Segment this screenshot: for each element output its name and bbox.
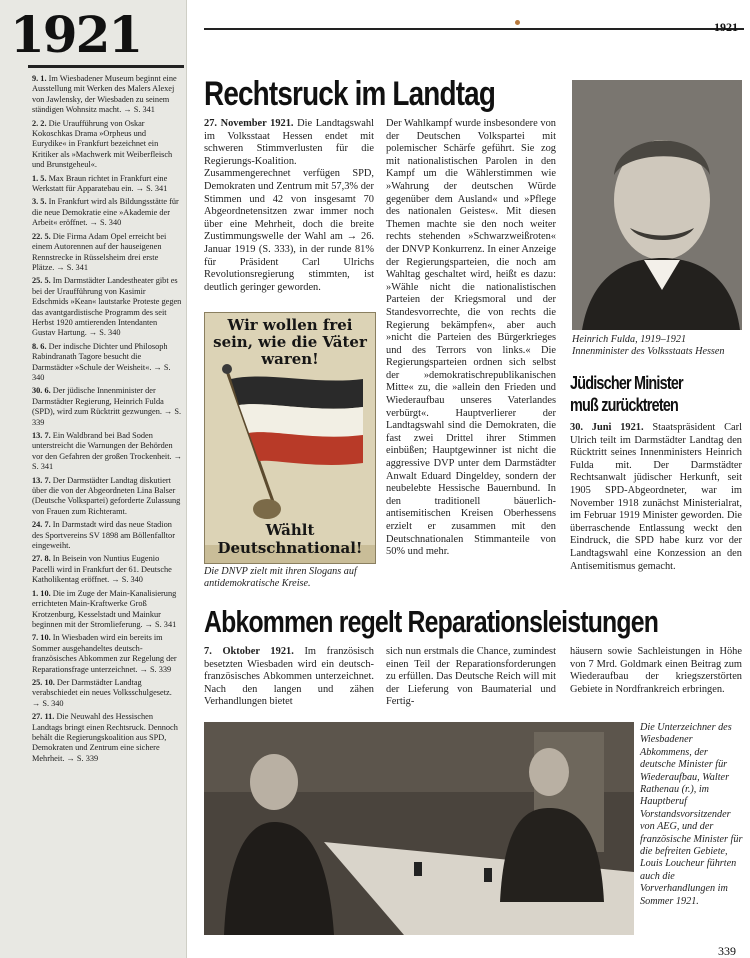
- article2-body: [570, 422, 742, 573]
- chronicle-item: [32, 589, 182, 631]
- chronicle-date: 8. 6.: [32, 341, 47, 351]
- article3-col1: [204, 646, 374, 709]
- chronicle-date: 1. 10.: [32, 588, 51, 598]
- chronicle-item: [32, 476, 182, 518]
- headline-rechtsruck: Rechtsruck im Landtag: [204, 75, 496, 113]
- election-poster-image: [204, 312, 376, 564]
- article3-col2: sich nun erstmals die Chance, zumindest einen Teil der Reparationsforderungen zu erfüllen. Das Deutsche Reich will mit der Lieferung von Baumaterial und Fertig-: [386, 646, 556, 708]
- chronicle-text: In Frankfurt wird als Bildungsstätte für die neue Demokratie eine »Akademie der Arbeit« eröffnet. → S. 340: [32, 197, 179, 228]
- chronicle-text: In Darmstadt wird das neue Stadion des Sportvereins SV 1898 am Böllenfalltor eingeweiht.: [32, 520, 175, 551]
- chronicle-item: [32, 174, 182, 195]
- article1-col2: Der Wahlkampf wurde insbesondere von der Deutschen Volkspartei mit polemischer Schärfe geführt. Sie zog mit nationalistischen Parolen in den Kampf um die Wählerstimmen wie »Wahrung der deutschen Würde gegenüber dem Ausland« und »Pflege des nationalen Geistes«. Mit diesen Themen machte sie den noch weiter rechts stehenden »Schwarzweißroten« der DNVP Konkurrenz. In einer Anzeige der Regierungsparteien, die noch am Wahltag geschaltet wird, heißt es dazu: »Wähle nicht die nationalistischen Parteien der Kriegsmoral und der Standesvorrechte, die von rechts die Regierung bekämpfen«, aber auch »nicht die Parteien des Bürgerkrieges und des Terrors von links.« Die Regierungsparteien ordnen sich selbst der »demokratischrepublikanischen Mitte« zu, die »allein den Frieden und Wiederaufbau unseres Vaterlandes verbürgt«. Hauptverlierer der Landtagswahl sind die Demokraten, die fast zwei Drittel ihrer Stimmen einbüßen; Hauptgewinner ist nicht die aggressive DVP unter dem Darmstädter Anwalt Eduard Dingeldey, sondern der neubelebte Hessische Bauernbund. In den traditionell bäuerlich-antisemitischen Kreisen Oberhessens erzielt er zusammen mit den Deutschnationalen Stimmanteile von 50% und mehr.: [386, 118, 556, 558]
- poster-vote-slogan: Wählt Deutschnational!: [217, 521, 363, 557]
- article3-col3: häusern sowie Sachleistungen in Höhe von 7 Mrd. Goldmark einen Beitrag zum Wiederaufbau der kriegszerstörten Gebiete in Nordfrankreich erbringen.: [570, 646, 742, 695]
- chronicle-date: 24. 7.: [32, 520, 51, 530]
- article2-text: Staatspräsident Carl Ulrich teilt im Darmstädter Landtag den Rücktritt seines Innenministers Heinrich Fulda mit. Der Darmstädter Rechtsanwalt jüdischer Herkunft, seit 1905 SPD-Abgeordneter, war im November 1918 zunächst Ministerialrat, im Februar 1919 Minister geworden. Die überraschende Entlassung weckt den Eindruck, die SPD habe kurz vor der Landtagswahl eine Konzession an den Antisemitismus gemacht.: [570, 422, 742, 572]
- chronicle-date: 3. 5.: [32, 197, 47, 207]
- chronicle-sidebar: [0, 0, 187, 958]
- year-title: 1921: [10, 5, 142, 64]
- chronicle-text: Die Neuwahl des Hessischen Landtags bringt einen Rechtsruck. Dennoch behält die Regierungskoalition aus SPD, Demokraten und Zentrum eine sichere Mehrheit. → S. 339: [32, 712, 178, 763]
- signing-scene: [204, 722, 634, 935]
- chronicle-item: [32, 554, 182, 585]
- headline-minister: Jüdischer Minister muß zurücktreten: [570, 373, 683, 415]
- signing-photo: [204, 722, 634, 935]
- chronicle-text: Im Darmstädter Landestheater gibt es bei der Uraufführung von Kasimir Edschmids »Kean« lautstarke Proteste gegen das avantgardistische Programm des seit Herbst 1920 amtierenden Intendanten Gustav Hartung. → S. 340: [32, 276, 182, 338]
- chronicle-item: [32, 276, 182, 338]
- chronicle-date: 27. 8.: [32, 554, 51, 564]
- chronicle-text: Max Braun richtet in Frankfurt eine Werkstatt für Apparatebau ein. → S. 341: [32, 173, 168, 194]
- chronicle-item: [32, 712, 182, 764]
- chronicle-text: Der jüdische Innenminister der Darmstädter Regierung, Heinrich Fulda (SPD), wird zum Rücktritt gezwungen. → S. 339: [32, 386, 182, 427]
- portrait-figure: [572, 80, 742, 330]
- chronicle-text: Die Firma Adam Opel erreicht bei einem Autorennen auf der hauseigenen Rennstrecke in Rüsselsheim drei erste Plätze. → S. 341: [32, 231, 167, 272]
- chronicle-text: In Wiesbaden wird ein bereits im Sommer ausgehandeltes deutsch-französisches Abkommen zur Regelung der Reparationsfrage unterzeichnet. → S. 339: [32, 633, 177, 674]
- chronicle-text: Im Wiesbadener Museum beginnt eine Ausstellung mit Werken des Malers Alexej von Jawlensky, der Wiesbaden zu seinem ständigen Wohnsitz macht. → S. 341: [32, 74, 177, 115]
- chronicle-date: 13. 7.: [32, 475, 51, 485]
- chronicle-text: Die Uraufführung von Oskar Kokoschkas Drama »Orpheus und Eurydike« in Frankfurt bezeichnet ein Kritiker als »Machwerk mit Weiberfleisch und Brunstgeheul«.: [32, 118, 173, 170]
- chronicle-item: [32, 197, 182, 228]
- article3-date: 7. Oktober 1921.: [204, 646, 294, 657]
- portrait-photo: [572, 80, 742, 330]
- article1-date: 27. November 1921.: [204, 118, 294, 129]
- chronicle-date: 7. 10.: [32, 633, 51, 643]
- poster-slogan: Wir wollen frei sein, wie die Väter waren!: [213, 316, 367, 368]
- chronicle-item: [32, 119, 182, 171]
- chronicle-text: Der Darmstädter Landtag diskutiert über die von der Abgeordneten Lina Balser (Deutsche Volkspartei) geforderte Zulassung von Frauen zum Richteramt.: [32, 475, 181, 516]
- header-rule: [204, 28, 744, 30]
- chronicle-text: Der indische Dichter und Philosoph Rabindranath Tagore besucht die Darmstädter »Schule der Weisheit«. → S. 340: [32, 341, 171, 382]
- chronicle-date: 22. 5.: [32, 231, 51, 241]
- chronicle-text: Der Darmstädter Landtag verabschiedet ein neues Volksschulgesetz. → S. 340: [32, 677, 172, 708]
- chronicle-list: [32, 74, 182, 767]
- signing-photo-caption: Die Unterzeichner des Wiesbadener Abkommens, der deutsche Minister für Wiederaufbau, Walter Rathenau (r.), im Hauptberuf Vorstandsvorsitzender von AEG, und der französische Minister für die befreiten Gebiete, Louis Loucheur führten auch die Vorverhandlungen im Sommer 1921.: [640, 722, 743, 907]
- running-year: 1921: [714, 20, 738, 34]
- article1-col1: [204, 118, 374, 294]
- chronicle-item: [32, 386, 182, 428]
- chronicle-item: [32, 74, 182, 116]
- chronicle-item: [32, 633, 182, 675]
- chronicle-item: [32, 342, 182, 384]
- chronicle-item: [32, 232, 182, 274]
- chronicle-date: 13. 7.: [32, 431, 51, 440]
- chronicle-item: [32, 431, 182, 473]
- chronicle-date: 27. 11.: [32, 712, 55, 722]
- chronicle-date: 25. 5.: [32, 276, 51, 286]
- article2-date: 30. Juni 1921.: [570, 422, 644, 433]
- page-number: 339: [718, 944, 736, 958]
- chronicle-date: 25. 10.: [32, 677, 55, 687]
- chronicle-date: 30. 6.: [32, 386, 51, 396]
- chronicle-date: 1. 5.: [32, 173, 47, 183]
- chronicle-item: [32, 678, 182, 709]
- header-dot: [515, 20, 520, 25]
- chronicle-text: Die im Zuge der Main-Kanalisierung errichteten Main-Kraftwerke Groß Krotzenburg, Kesselstadt und Mainkur beginnen mit der Stromlieferung. → S. 341: [32, 588, 177, 629]
- year-rule: [28, 65, 184, 68]
- chronicle-text: In Beisein von Nuntius Eugenio Pacelli wird in Frankfurt der 61. Deutsche Katholikentag eröffnet. → S. 340: [32, 554, 172, 585]
- chronicle-date: 2. 2.: [32, 118, 47, 128]
- portrait-caption: Heinrich Fulda, 1919–1921 Innenminister des Volksstaats Hessen: [572, 334, 725, 358]
- chronicle-text: Ein Waldbrand bei Bad Soden unterstreicht die Warnungen der Behörden vor den Gefahren der großen Trockenheit. → S. 341: [32, 431, 182, 472]
- chronicle-date: 9. 1.: [32, 74, 47, 83]
- poster-caption: Die DNVP zielt mit ihren Slogans auf antidemokratische Kreise.: [204, 566, 357, 590]
- article3-col1-text: Im französisch besetzten Wiesbaden wird ein deutsch-französisches Abkommen unterzeichnet. Nach den langen und zähen Verhandlungen bietet: [204, 646, 374, 708]
- chronicle-item: [32, 520, 182, 551]
- headline-reparation: Abkommen regelt Reparationsleistungen: [204, 604, 659, 639]
- article1-col1-text: Die Landtagswahl im Volksstaat Hessen endet mit schweren Stimmverlusten für die Regierungs-Koalition. Zusammengerechnet verfügen SPD, Demokraten und Zentrum mit 57,3% der Stimmen und 42 von insgesamt 70 Abgeordnetensitzen zwar immer noch über eine Mehrheit, doch die breite Zustimmungswelle der Wahl am → 26. Januar 1919 (S. 333), in der runde 81% für Präsident Carl Ulrichs Revolutionsregierung stimmten, ist deutlich geringer geworden.: [204, 118, 374, 293]
